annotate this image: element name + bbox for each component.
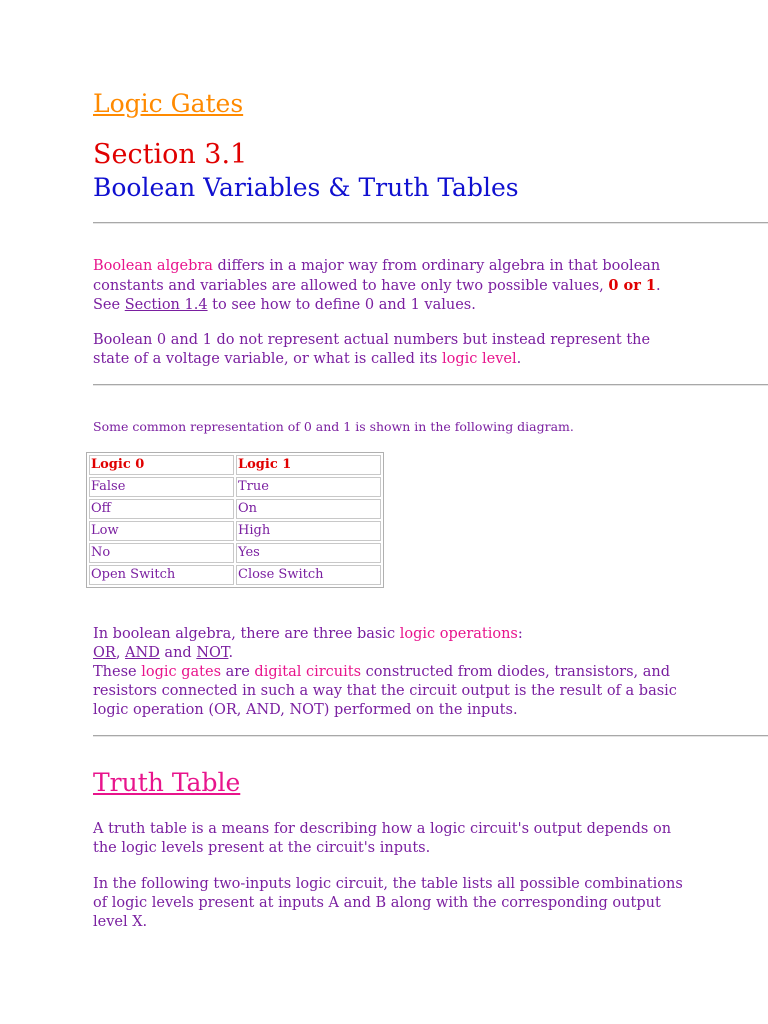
header-logic-0: Logic 0 [89, 455, 234, 475]
table-cell: Yes [236, 543, 381, 563]
see-prefix: See [93, 297, 125, 313]
table-row [89, 499, 381, 519]
state-text-2: . [516, 351, 522, 367]
ops-text-2: : [517, 626, 523, 642]
ops-sep-3: . [228, 645, 234, 661]
header-logic-1: Logic 1 [236, 455, 381, 475]
values-highlight: 0 or 1 [608, 277, 656, 294]
term-logic-gates: logic gates [141, 664, 222, 680]
divider [93, 222, 768, 224]
term-logic-level: logic level [441, 351, 517, 367]
or-link[interactable]: OR [93, 645, 116, 661]
table-cell: High [236, 521, 381, 541]
logic-gates-title-link[interactable]: Logic Gates [93, 89, 244, 118]
table-row [89, 521, 381, 541]
table-cell: On [236, 499, 381, 519]
state-text-1: Boolean 0 and 1 do not represent actual numbers but instead represent the state of a voltage variable, or what is called its [93, 332, 651, 367]
table-row [89, 565, 381, 585]
table-cell: False [89, 477, 234, 497]
not-link[interactable]: NOT [196, 645, 229, 661]
table-cell: True [236, 477, 381, 497]
intro-paragraph [93, 257, 693, 315]
table-cell: Low [89, 521, 234, 541]
table-cell: No [89, 543, 234, 563]
ops-text-3: These [93, 664, 142, 680]
truth-table-paragraph-2: In the following two-inputs logic circuit, the table lists all possible combinations of logic levels present at inputs A and B along with the corresponding output level X. [93, 876, 683, 930]
logic-representation-table [86, 452, 384, 588]
ops-text-5: constructed from diodes, transistors, and resistors connected in such a way that the circuit output is the result of a basic logic operation (OR, AND, NOT) performed on the inputs. [93, 664, 677, 718]
operations-paragraph [93, 625, 683, 720]
ops-text-4: are [221, 664, 255, 680]
truth-table-paragraph-1: A truth table is a means for describing how a logic circuit's output depends on the logic levels present at the circuit's inputs. [93, 821, 672, 856]
see-suffix: to see how to define 0 and 1 values. [207, 297, 476, 313]
table-header-row [89, 455, 381, 475]
section-title: Boolean Variables & Truth Tables [93, 173, 519, 202]
divider [93, 384, 768, 386]
table-row [89, 477, 381, 497]
ops-text-1: In boolean algebra, there are three basic [93, 626, 400, 642]
table-cell: Off [89, 499, 234, 519]
table-row [89, 543, 381, 563]
representation-caption: Some common representation of 0 and 1 is shown in the following diagram. [93, 419, 574, 434]
table-cell: Close Switch [236, 565, 381, 585]
divider [93, 735, 768, 737]
term-logic-operations: logic operations [399, 626, 518, 642]
term-digital-circuits: digital circuits [254, 664, 362, 680]
section-1-4-link[interactable]: Section 1.4 [124, 297, 208, 313]
ops-sep-1: , [115, 645, 126, 661]
and-link[interactable]: AND [125, 645, 160, 661]
term-boolean-algebra: Boolean algebra [93, 258, 213, 274]
logic-level-paragraph [93, 331, 683, 369]
ops-sep-2: and [159, 645, 197, 661]
section-number: Section 3.1 [93, 139, 248, 170]
truth-table-heading-link[interactable]: Truth Table [93, 768, 241, 797]
intro-text-2: . [656, 278, 661, 294]
intro-text-1: differs in a major way from ordinary algebra in that boolean constants and variables are allowed to have only two possible values, [93, 258, 661, 294]
table-cell: Open Switch [89, 565, 234, 585]
